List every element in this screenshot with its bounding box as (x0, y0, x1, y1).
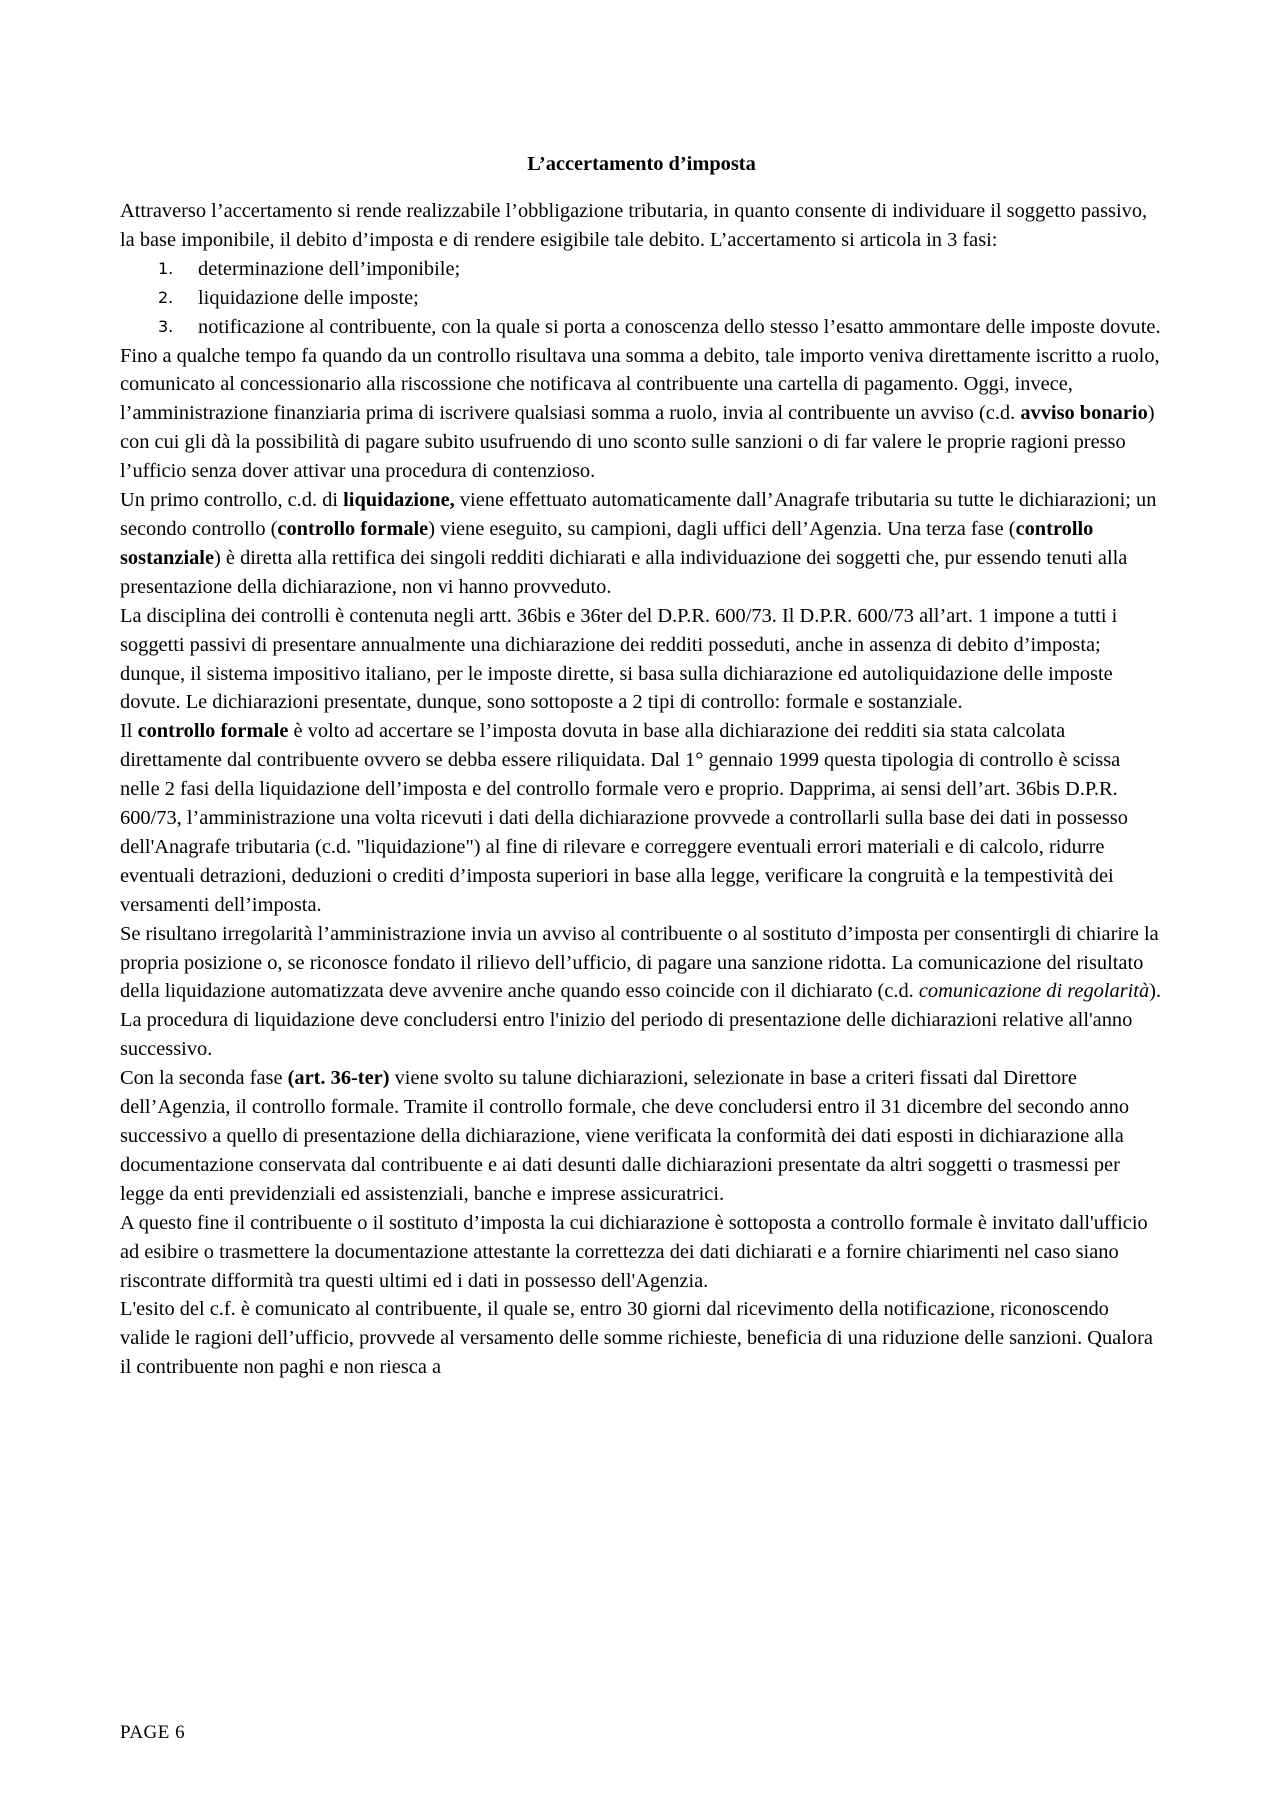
list-item (120, 284, 1163, 313)
text-run: La disciplina dei controlli è contenuta negli artt. 36bis e 36ter del D.P.R. 600/73. Il D.P.R. 600/73 all’art. 1 impone a tutti i soggetti passivi di presentare annualmente una dichiarazione dei redditi posseduti, anche in assenza di debito d’imposta; dunque, il sistema impositivo italiano, per le imposte dirette, si basa sulla dichiarazione ed autoliquidazione delle imposte dovute. Le dichiarazioni presentate, dunque, sono sottoposte a 2 tipi di controllo: formale e sostanziale. (120, 604, 1118, 714)
text-run: ). La procedura di liquidazione deve concludersi entro l'inizio del periodo di presentazione delle dichiarazioni relative all'anno successivo. (120, 980, 1162, 1061)
bold-term: liquidazione, (343, 489, 455, 512)
italic-term: comunicazione di regolarità (918, 980, 1150, 1003)
list-item (120, 255, 1163, 284)
text-run: Fino a qualche tempo fa quando da un controllo risultava una somma a debito, tale importo veniva direttamente iscritto a ruolo, comunicato al concessionario alla riscossione che notificava al contribuente una cartella di pagamento. Oggi, invece, l’amministrazione finanziaria prima di iscrivere qualsiasi somma a ruolo, invia al contribuente un avviso (c.d. (120, 344, 1160, 425)
list-number: 2. (158, 287, 174, 307)
text-run: viene effettuato automaticamente dall’Anagrafe tributaria su tutte le dichiarazioni; un secondo controllo ( (120, 489, 1157, 540)
intro-paragraph (120, 197, 1163, 255)
paragraph (120, 602, 1163, 718)
paragraph (120, 1064, 1163, 1209)
document-title: L’accertamento d’imposta (527, 153, 756, 175)
list-item-text: determinazione dell’imponibile; (198, 257, 461, 280)
bold-term: controllo formale (277, 517, 429, 540)
list-number: 3. (158, 316, 174, 336)
list-number: 1. (158, 258, 174, 278)
document-body (120, 342, 1163, 1383)
paragraph (120, 1209, 1163, 1296)
text-run: A questo fine il contribuente o il sostituto d’imposta la cui dichiarazione è sottoposta a controllo formale è invitato dall'ufficio ad esibire o trasmettere la documentazione attestante la correttezza dei dati dichiarati e a fornire chiarimenti nel caso siano riscontrate difformità tra questi ultimi ed i dati in possesso dell'Agenzia. (120, 1211, 1148, 1292)
text-run: Il (120, 720, 138, 743)
page-number: PAGE 6 (120, 1722, 186, 1743)
list-item-text: liquidazione delle imposte; (198, 286, 419, 309)
paragraph (120, 486, 1163, 602)
text-run: L'esito del c.f. è comunicato al contribuente, il quale se, entro 30 giorni dal ricevimento della notificazione, riconoscendo valide le ragioni dell’ufficio, provvede al versamento delle somme richieste, beneficia di una riduzione delle sanzioni. Qualora il contribuente non paghi e non riesca a (120, 1298, 1153, 1379)
text-run: Se risultano irregolarità l’amministrazione invia un avviso al contribuente o al sostituto d’imposta per consentirgli di chiarire la propria posizione o, se riconosce fondato il rilievo dell’ufficio, di pagare una sanzione ridotta. La comunicazione del risultato della liquidazione automatizzata deve avvenire anche quando esso coincide con il dichiarato (c.d. (120, 922, 1159, 1003)
phase-list (120, 255, 1163, 342)
text-run: Attraverso l’accertamento si rende realizzabile l’obbligazione tributaria, in quanto consente di individuare il soggetto passivo, la base imponibile, il debito d’imposta e di rendere esigibile tale debito. L’accertamento si articola in 3 fasi: (120, 200, 1148, 251)
paragraph (120, 920, 1163, 1065)
text-run: è volto ad accertare se l’imposta dovuta in base alla dichiarazione dei redditi sia stata calcolata direttamente dal contribuente ovvero se debba essere riliquidata. Dal 1° gennaio 1999 questa tipologia di controllo è scissa nelle 2 fasi della liquidazione dell’imposta e del controllo formale vero e proprio. Dapprima, ai sensi dell’art. 36bis D.P.R. 600/73, l’amministrazione una volta ricevuti i dati della dichiarazione provvede a controllarli sulla base dei dati in possesso dell'Anagrafe tributaria (c.d. "liquidazione") al fine di rilevare e correggere eventuali errori materiali e di calcolo, ridurre eventuali detrazioni, deduzioni o crediti d’imposta superiori in base alla legge, verificare la congruità e la tempestività dei versamenti dell’imposta. (120, 720, 1128, 916)
bold-term: avviso bonario (1020, 402, 1148, 425)
paragraph (120, 197, 1163, 255)
text-run: ) viene eseguito, su campioni, dagli uffici dell’Agenzia. Una terza fase ( (428, 517, 1016, 540)
text-run: ) è diretta alla rettifica dei singoli redditi dichiarati e alla individuazione dei soggetti che, pur essendo tenuti alla presentazione della dichiarazione, non vi hanno provveduto. (120, 546, 1128, 598)
list-item (120, 313, 1163, 342)
text-run: Un primo controllo, c.d. di (120, 489, 344, 512)
bold-term: (art. 36-ter) (287, 1067, 390, 1090)
text-run: Con la seconda fase (120, 1067, 288, 1090)
list-item-text: notificazione al contribuente, con la quale si porta a conoscenza dello stesso l’esatto ammontare delle imposte dovute. (198, 315, 1161, 338)
text-run: ) con cui gli dà la possibilità di pagare subito usufruendo di uno sconto sulle sanzioni o di far valere le proprie ragioni presso l’ufficio senza dover attivar una procedura di contenzioso. (120, 402, 1155, 483)
paragraph (120, 342, 1163, 487)
bold-term: controllo formale (137, 720, 289, 743)
document-page (120, 150, 1163, 1382)
paragraph (120, 717, 1163, 919)
paragraph (120, 1295, 1163, 1382)
bold-term: controllo sostanziale (120, 517, 1094, 569)
text-run: viene svolto su talune dichiarazioni, selezionate in base a criteri fissati dal Direttore dell’Agenzia, il controllo formale. Tramite il controllo formale, che deve concludersi entro il 31 dicembre del secondo anno successivo a quello di presentazione della dichiarazione, viene verificata la conformità dei dati esposti in dichiarazione alla documentazione conservata dal contribuente e ai dati desunti dalle dichiarazioni presentate da altri soggetti o trasmessi per legge da enti previdenziali ed assistenziali, banche e imprese assicuratrici. (120, 1067, 1130, 1205)
